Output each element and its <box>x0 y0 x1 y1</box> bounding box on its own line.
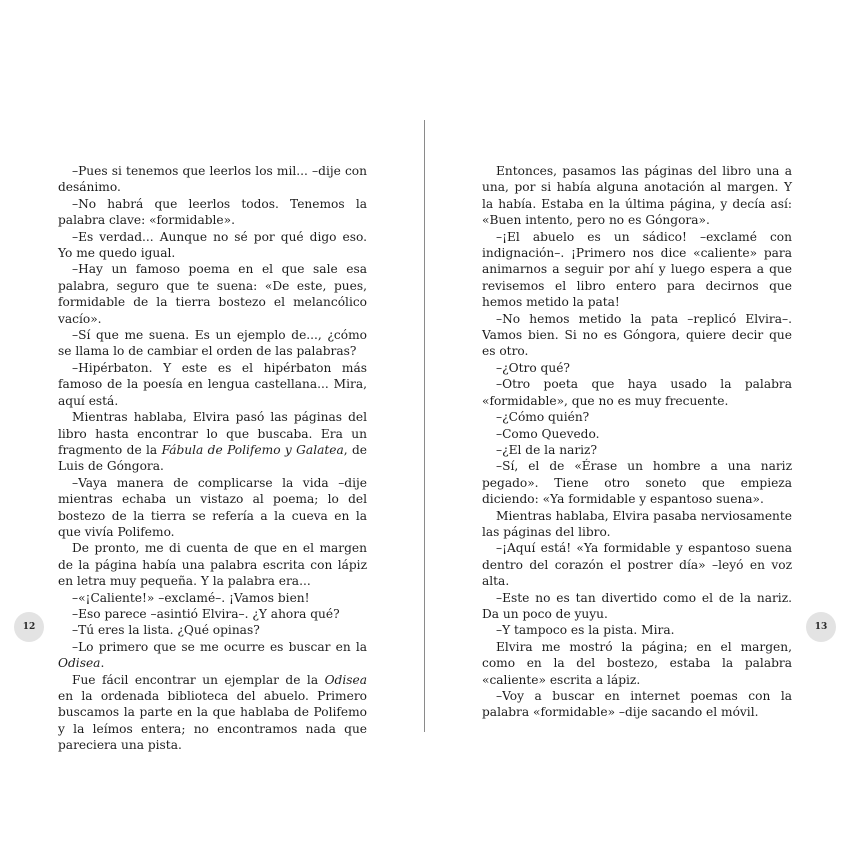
paragraph <box>58 540 367 589</box>
paragraph-text: –Eso parece –asintió Elvira–. ¿Y ahora qué? <box>72 606 340 621</box>
paragraph-text: Mientras hablaba, Elvira pasaba nerviosamente las páginas del libro. <box>482 508 792 539</box>
paragraph-text: Entonces, pasamos las páginas del libro una a una, por si había alguna anotación al margen. Y la había. Estaba en la última página, y decía así: «Buen intento, pero no es Góngora». <box>482 164 792 228</box>
paragraph-text: en la ordenada biblioteca del abuelo. Primero buscamos la parte en la que hablaba de Polifemo y la leímos entera; no encontramos nada que pareciera una pista. <box>58 689 367 753</box>
paragraph <box>482 360 792 376</box>
paragraph-text: –Vaya manera de complicarse la vida –dije mientras echaba un vistazo al poema; lo del bostezo de la tierra se refería a la cueva en la que vivía Polifemo. <box>58 475 367 539</box>
paragraph-text: –Lo primero que se me ocurre es buscar en la <box>72 639 367 654</box>
paragraph <box>58 590 367 606</box>
book-title: Fábula de Polifemo y Galatea <box>161 442 344 457</box>
paragraph-text: Elvira me mostró la página; en el margen, como en la del bostezo, estaba la palabra «caliente» escrita a lápiz. <box>482 639 792 687</box>
page-number-left: 12 <box>14 612 44 642</box>
paragraph-text: –Hipérbaton. Y este es el hipérbaton más famoso de la poesía en lengua castellana... Mira, aquí está. <box>58 360 367 408</box>
paragraph-text: –¡El abuelo es un sádico! –exclamé con indignación–. ¡Primero nos dice «caliente» para animarnos a seguir por ahí y luego espera a que revisemos el libro entero para decirnos que hemos metido la pata! <box>482 229 792 310</box>
paragraph-text: –Tú eres la lista. ¿Qué opinas? <box>72 623 260 638</box>
paragraph <box>482 229 792 311</box>
paragraph-text: –Hay un famoso poema en el que sale esa palabra, seguro que te suena: «De este, pues, formidable de la tierra bostezo el melancólico vacío». <box>58 262 367 326</box>
paragraph-text: –No hemos metido la pata –replicó Elvira–. Vamos bien. Si no es Góngora, quiere decir que es otro. <box>482 311 792 359</box>
paragraph-text: –¿El de la nariz? <box>496 442 598 457</box>
book-title: Odisea <box>58 656 101 671</box>
paragraph-text: . <box>100 656 105 671</box>
paragraph-text: , de Luis de Góngora. <box>58 442 368 474</box>
paragraph <box>58 163 367 196</box>
paragraph <box>482 622 792 638</box>
right-page-text <box>482 163 792 721</box>
paragraph-text: Mientras hablaba, Elvira pasó las páginas del libro hasta encontrar lo que buscaba. Era un fragmento de la <box>58 410 367 457</box>
paragraph <box>58 360 367 409</box>
paragraph <box>58 672 367 754</box>
paragraph <box>58 475 367 541</box>
paragraph-text: –Y tampoco es la pista. Mira. <box>496 623 675 638</box>
paragraph <box>482 458 792 507</box>
paragraph-text: –Voy a buscar en internet poemas con la palabra «formidable» –dije sacando el móvil. <box>482 689 792 720</box>
paragraph-text: De pronto, me di cuenta de que en el margen de la página había una palabra escrita con lápiz en letra muy pequeña. Y la palabra era... <box>58 541 367 589</box>
left-page-text <box>58 163 367 754</box>
paragraph-text: –¿Otro qué? <box>496 360 570 375</box>
paragraph <box>482 163 792 229</box>
paragraph-text: –Otro poeta que haya usado la palabra «formidable», que no es muy frecuente. <box>482 377 792 408</box>
paragraph <box>58 327 367 360</box>
paragraph <box>482 409 792 425</box>
page-number-right: 13 <box>806 612 836 642</box>
paragraph <box>58 261 367 327</box>
paragraph-text: –Es verdad... Aunque no sé por qué digo eso. Yo me quedo igual. <box>58 229 367 261</box>
paragraph <box>482 426 792 442</box>
paragraph <box>58 229 367 262</box>
paragraph-text: –¡Aquí está! «Ya formidable y espantoso suena dentro del corazón el postrer día» –leyó en voz alta. <box>482 541 792 589</box>
paragraph <box>482 540 792 589</box>
paragraph <box>482 639 792 688</box>
paragraph <box>58 639 367 672</box>
paragraph <box>482 442 792 458</box>
paragraph-text: –Pues si tenemos que leerlos los mil... –dije con desánimo. <box>58 164 367 195</box>
paragraph-text: –¿Cómo quién? <box>496 410 590 425</box>
paragraph-text: –Como Quevedo. <box>496 426 600 441</box>
right-page <box>425 0 850 850</box>
paragraph-text: –«¡Caliente!» –exclamé–. ¡Vamos bien! <box>72 590 310 605</box>
paragraph <box>58 606 367 622</box>
paragraph-text: Fue fácil encontrar un ejemplar de la <box>72 672 325 687</box>
paragraph <box>482 508 792 541</box>
book-title: Odisea <box>324 672 367 687</box>
paragraph <box>58 409 367 475</box>
paragraph-text: –No habrá que leerlos todos. Tenemos la palabra clave: «formidable». <box>58 196 367 228</box>
paragraph <box>58 622 367 638</box>
paragraph-text: –Este no es tan divertido como el de la nariz. Da un poco de yuyu. <box>482 590 792 621</box>
paragraph <box>58 196 367 229</box>
paragraph <box>482 688 792 721</box>
paragraph-text: –Sí, el de «Érase un hombre a una nariz pegado». Tiene otro soneto que empieza diciendo: «Ya formidable y espantoso suena». <box>482 459 792 507</box>
paragraph-text: –Sí que me suena. Es un ejemplo de..., ¿cómo se llama lo de cambiar el orden de las palabras? <box>58 328 367 359</box>
paragraph <box>482 376 792 409</box>
paragraph <box>482 311 792 360</box>
paragraph <box>482 590 792 623</box>
